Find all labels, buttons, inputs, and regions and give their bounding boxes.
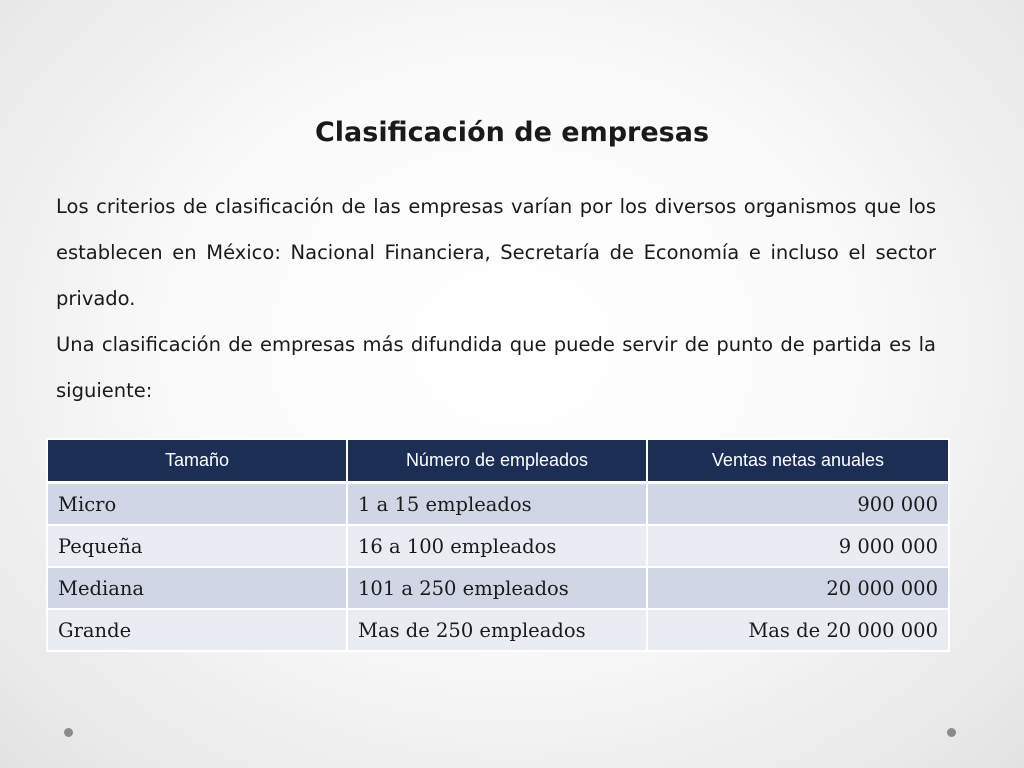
cell-employees: Mas de 250 empleados	[347, 609, 647, 651]
company-size-table	[46, 438, 950, 652]
cell-sales: 9 000 000	[647, 525, 949, 567]
cell-sales: 20 000 000	[647, 567, 949, 609]
table-header-row	[47, 439, 949, 483]
decorative-dot-left	[64, 728, 73, 737]
table-row	[47, 567, 949, 609]
header-numero-empleados: Número de empleados	[347, 439, 647, 483]
cell-size: Grande	[47, 609, 347, 651]
cell-employees: 1 a 15 empleados	[347, 483, 647, 526]
slide-title: Clasificación de empresas	[314, 117, 710, 148]
cell-employees: 101 a 250 empleados	[347, 567, 647, 609]
header-ventas-netas: Ventas netas anuales	[647, 439, 949, 483]
header-tamano: Tamaño	[47, 439, 347, 483]
table-row	[47, 483, 949, 526]
classification-paragraph: Una clasificación de empresas más difundida que puede servir de punto de partida es la siguiente:	[56, 332, 936, 402]
table-row	[47, 609, 949, 651]
cell-size: Micro	[47, 483, 347, 526]
table-row	[47, 525, 949, 567]
cell-sales: 900 000	[647, 483, 949, 526]
decorative-dot-right	[947, 728, 956, 737]
intro-paragraph: Los criterios de clasificación de las empresas varían por los diversos organismos que los establecen en México: Nacional Financiera, Secretaría de Economía e incluso el sector privado.	[56, 194, 936, 310]
cell-employees: 16 a 100 empleados	[347, 525, 647, 567]
cell-size: Pequeña	[47, 525, 347, 567]
cell-sales: Mas de 20 000 000	[647, 609, 949, 651]
cell-size: Mediana	[47, 567, 347, 609]
